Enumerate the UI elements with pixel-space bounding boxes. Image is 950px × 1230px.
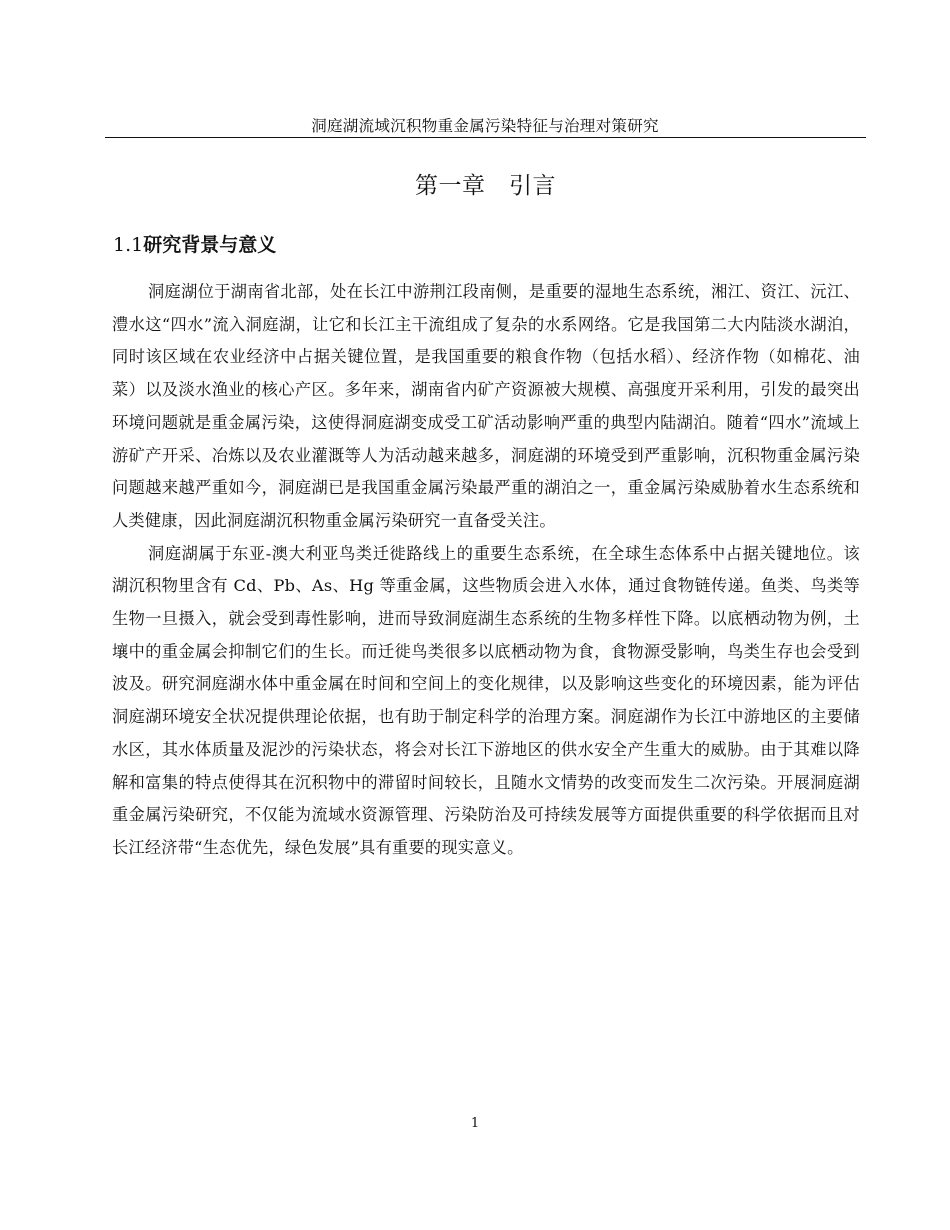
paragraph-1: 洞庭湖位于湖南省北部，处在长江中游荆江段南侧，是重要的湿地生态系统，湘江、资江、沅江、澧水这“四水”流入洞庭湖，让它和长江主干流组成了复杂的水系网络。它是我国第二大内陆淡水湖泊，同时该区域在农业经济中占据关键位置，是我国重要的粮食作物（包括水稻）、经济作物（如棉花、油菜）以及淡水渔业的核心产区。多年来，湖南省内矿产资源被大规模、高强度开采利用，引发的最突出环境问题就是重金属污染，这使得洞庭湖变成受工矿活动影响严重的典型内陆湖泊。随着“四水”流域上游矿产开采、冶炼以及农业灌溉等人为活动越来越多，洞庭湖的环境受到严重影响，沉积物重金属污染问题越来越严重如今，洞庭湖已是我国重金属污染最严重的湖泊之一，重金属污染威胁着水生态系统和人类健康，因此洞庭湖沉积物重金属污染研究一直备受关注。 (112, 282, 860, 530)
section-title: 研究背景与意义 (143, 234, 277, 256)
running-header-title: 洞庭湖流域沉积物重金属污染特征与治理对策研究 (311, 117, 659, 135)
body-text (112, 276, 860, 865)
section-heading (113, 230, 276, 260)
header-divider (105, 137, 866, 138)
page-number: 1 (470, 1116, 480, 1131)
paragraph-2: 洞庭湖属于东亚-澳大利亚鸟类迁徙路线上的重要生态系统，在全球生态体系中占据关键地位。该湖沉积物里含有 Cd、Pb、As、Hg 等重金属，这些物质会进入水体，通过食物链传递。鱼类、鸟类等生物一旦摄入，就会受到毒性影响，进而导致洞庭湖生态系统的生物多样性下降。以底栖动物为例，土壤中的重金属会抑制它们的生长。而迁徙鸟类很多以底栖动物为食，食物源受影响，鸟类生存也会受到波及。研究洞庭湖水体中重金属在时间和空间上的变化规律，以及影响这些变化的环境因素，能为评估洞庭湖环境安全状况提供理论依据，也有助于制定科学的治理方案。洞庭湖作为长江中游地区的主要储水区，其水体质量及泥沙的污染状态，将会对长江下游地区的供水安全产生重大的威胁。由于其难以降解和富集的特点使得其在沉积物中的滞留时间较长，且随水文情势的改变而发生二次污染。开展洞庭湖重金属污染研究，不仅能为流域水资源管理、污染防治及可持续发展等方面提供重要的科学依据而且对长江经济带“生态优先，绿色发展”具有重要的现实意义。 (112, 543, 860, 857)
chapter-title: 第一章 引言 (415, 173, 556, 199)
section-number: 1.1 (113, 234, 144, 256)
